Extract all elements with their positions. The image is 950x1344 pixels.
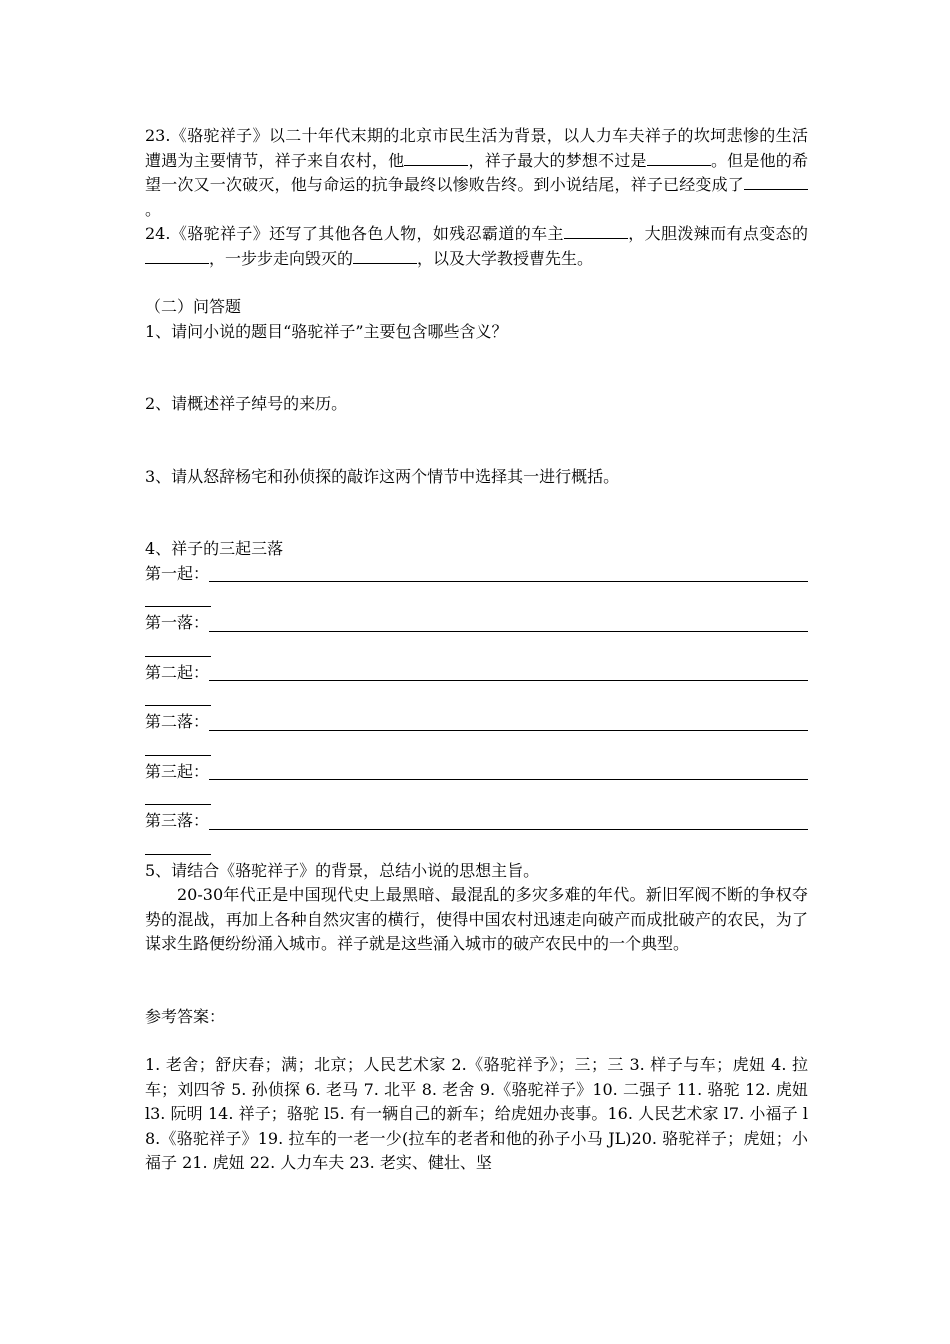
rise-fall-label: 第三落： — [145, 811, 210, 830]
spacer — [145, 957, 808, 1005]
answer-line[interactable] — [209, 813, 808, 830]
rise-fall-row — [145, 562, 808, 587]
question-23 — [145, 124, 808, 222]
answer-line-tail — [145, 636, 211, 657]
q23-text-a: 23.《骆驼祥子》以二十年代末期的北京市民生活为背景，以人力车夫祥子的坎坷悲惨的生活遭遇为主要情节，祥子来自农村，他 — [145, 126, 808, 170]
q23-text-c: 。但是他的希望一次又一次破灭，他与命运的抗争最终以惨败告终。到小说结尾，祥子已经变成了 — [145, 150, 808, 194]
rise-fall-label: 第三起： — [145, 761, 210, 781]
answer-line-tail — [145, 735, 211, 756]
q24-text-a: 24.《骆驼祥子》还写了其他各色人物，如残忍霸道的车主 — [145, 224, 564, 243]
answer-line-tail — [145, 834, 211, 855]
answer-space — [145, 417, 808, 465]
blank-line — [564, 223, 628, 239]
blank-line — [647, 150, 711, 166]
rise-fall-row — [145, 760, 808, 785]
document-page — [145, 124, 808, 1176]
answer-line-tail — [145, 586, 211, 607]
blank-line — [404, 150, 468, 166]
spacer — [145, 271, 808, 295]
blank-line — [145, 248, 209, 264]
rise-fall-row — [145, 809, 808, 834]
question-qa3: 3、请从怒辞杨宅和孙侦探的敲诈这两个情节中选择其一进行概括。 — [145, 466, 620, 486]
question-qa5: 5、请结合《骆驼祥子》的背景，总结小说的思想主旨。 — [145, 860, 540, 880]
question-qa2: 2、请概述祥子绰号的来历。 — [145, 394, 348, 413]
q24-text-c: ，一步步走向毁灭的 — [209, 248, 354, 268]
rise-fall-list — [145, 562, 808, 855]
rise-fall-label: 第二起： — [145, 662, 210, 682]
answer-line-tail — [145, 685, 211, 706]
question-24 — [145, 222, 808, 271]
blank-line — [353, 248, 417, 264]
answer-line[interactable] — [209, 565, 808, 582]
answer-line[interactable] — [209, 763, 808, 780]
section-title: （二）问答题 — [145, 297, 242, 316]
answers-title: 参考答案： — [145, 1006, 226, 1026]
rise-fall-row — [145, 611, 808, 636]
q24-text-b: ，大胆泼辣而有点变态的 — [627, 224, 808, 243]
answer-space — [145, 489, 808, 537]
blank-line — [744, 174, 808, 190]
answer-line[interactable] — [209, 714, 808, 731]
q24-text-d: ，以及大学教授曹先生。 — [417, 248, 594, 268]
answer-space — [145, 344, 808, 392]
answer-line[interactable] — [209, 664, 808, 681]
rise-fall-row — [145, 710, 808, 735]
rise-fall-label: 第一起： — [145, 563, 210, 583]
qa5-answer: 20-30年代正是中国现代史上最黑暗、最混乱的多灾多难的年代。新旧军阀不断的争权夺势的混战，再加上各种自然灾害的横行，使得中国农村迅速走向破产而成批破产的农民，为了谋求生路便纷纷涌入城市。祥子就是这些涌入城市的破产农民中的一个典型。 — [145, 885, 808, 953]
answer-line[interactable] — [209, 615, 808, 632]
spacer — [145, 1029, 808, 1053]
q23-text-d: 。 — [145, 199, 162, 219]
rise-fall-label: 第二落： — [145, 712, 210, 731]
question-qa1: 1、请问小说的题目“骆驼祥子”主要包含哪些含义？ — [145, 321, 508, 341]
answers-text: 1. 老舍；舒庆春；满；北京；人民艺术家 2.《骆驼祥予》；三；三 3. 样子与车；虎妞 4. 拉车；刘四爷 5. 孙侦探 6. 老马 7. 北平 8. 老舍 9.《骆驼祥子》10. 二强子 11. 骆驼 12. 虎妞 l3. 阮明 14. 祥子；骆驼 l5. 有一辆自己的新车；给虎妞办丧事。16. 人民艺术家 l7. 小福子 l8.《骆驼祥子》19. 拉车的一老一少(拉车的老者和他的孙子小马 JL)20. 骆驼祥子；虎妞；小福子 21. 虎妞 22. 人力车夫 23. 老实、健壮、坚 — [145, 1055, 808, 1172]
rise-fall-label: 第一落： — [145, 613, 210, 632]
question-qa4: 4、祥子的三起三落 — [145, 539, 284, 558]
answer-line-tail — [145, 784, 211, 805]
q23-text-b: ，祥子最大的梦想不过是 — [468, 150, 647, 170]
rise-fall-row — [145, 661, 808, 686]
